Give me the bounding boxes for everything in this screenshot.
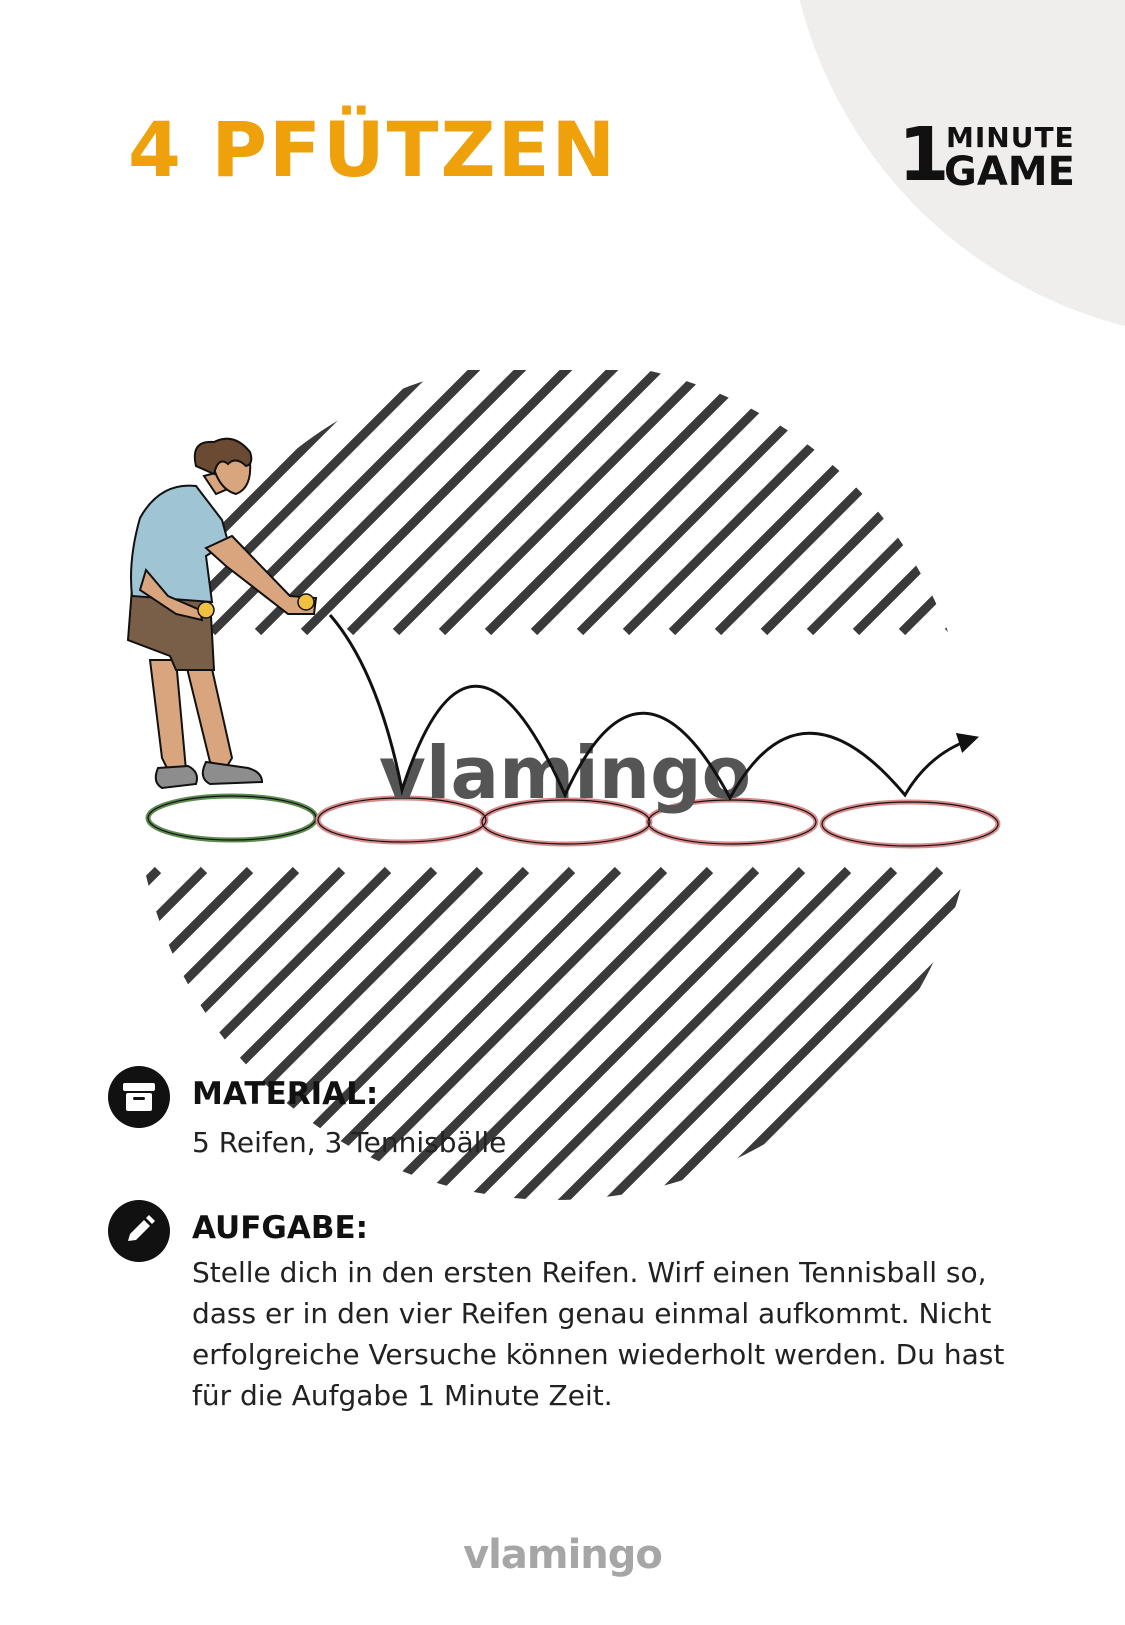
task-text <box>192 1252 1022 1416</box>
page-title: 4 PFÜTZEN <box>128 105 618 194</box>
hatch-line <box>0 370 126 632</box>
task-heading: AUFGABE: <box>192 1210 369 1246</box>
tennis-ball-hand <box>298 594 314 610</box>
pencil-icon <box>108 1200 170 1262</box>
material-text: 5 Reifen, 3 Tennisbälle <box>192 1126 507 1159</box>
game-badge <box>898 112 1075 198</box>
badge-label-bottom: GAME <box>944 149 1075 195</box>
material-heading: MATERIAL: <box>192 1076 379 1112</box>
hoop-start-outline <box>148 796 316 840</box>
hatch-line <box>994 370 1125 632</box>
footer-logo: vlamingo <box>463 1532 662 1578</box>
hatch-line <box>1040 370 1125 632</box>
hatch-line <box>0 870 158 1250</box>
task-text-line: erfolgreiche Versuche können wiederholt werden. Du hast <box>192 1338 1005 1371</box>
hatch-line <box>948 370 1125 632</box>
hatch-line <box>0 870 66 1250</box>
hatch-line <box>0 370 80 632</box>
hatch-line <box>856 370 1125 632</box>
material-section <box>108 1066 1008 1176</box>
task-section <box>108 1200 1008 1430</box>
hatch-line <box>1086 370 1125 632</box>
hatch-line <box>0 870 20 1250</box>
task-text-line: dass er in den vier Reifen genau einmal aufkommt. Nicht <box>192 1297 992 1330</box>
hatch-line <box>0 870 204 1250</box>
task-text-line: Stelle dich in den ersten Reifen. Wirf einen Tennisball so, <box>192 1256 987 1289</box>
hatch-line <box>0 370 34 632</box>
hatch-line <box>0 870 112 1250</box>
hatch-line <box>0 870 250 1250</box>
hatch-line <box>0 870 296 1250</box>
tennis-ball-held <box>198 602 214 618</box>
task-text-line: für die Aufgabe 1 Minute Zeit. <box>192 1379 613 1412</box>
badge-number: 1 <box>898 112 950 198</box>
archive-box-icon <box>108 1066 170 1128</box>
hatch-line <box>902 370 1125 632</box>
badge-label-top: MINUTE <box>946 121 1075 154</box>
hatch-line <box>74 370 356 632</box>
watermark: vlamingo <box>378 731 752 815</box>
